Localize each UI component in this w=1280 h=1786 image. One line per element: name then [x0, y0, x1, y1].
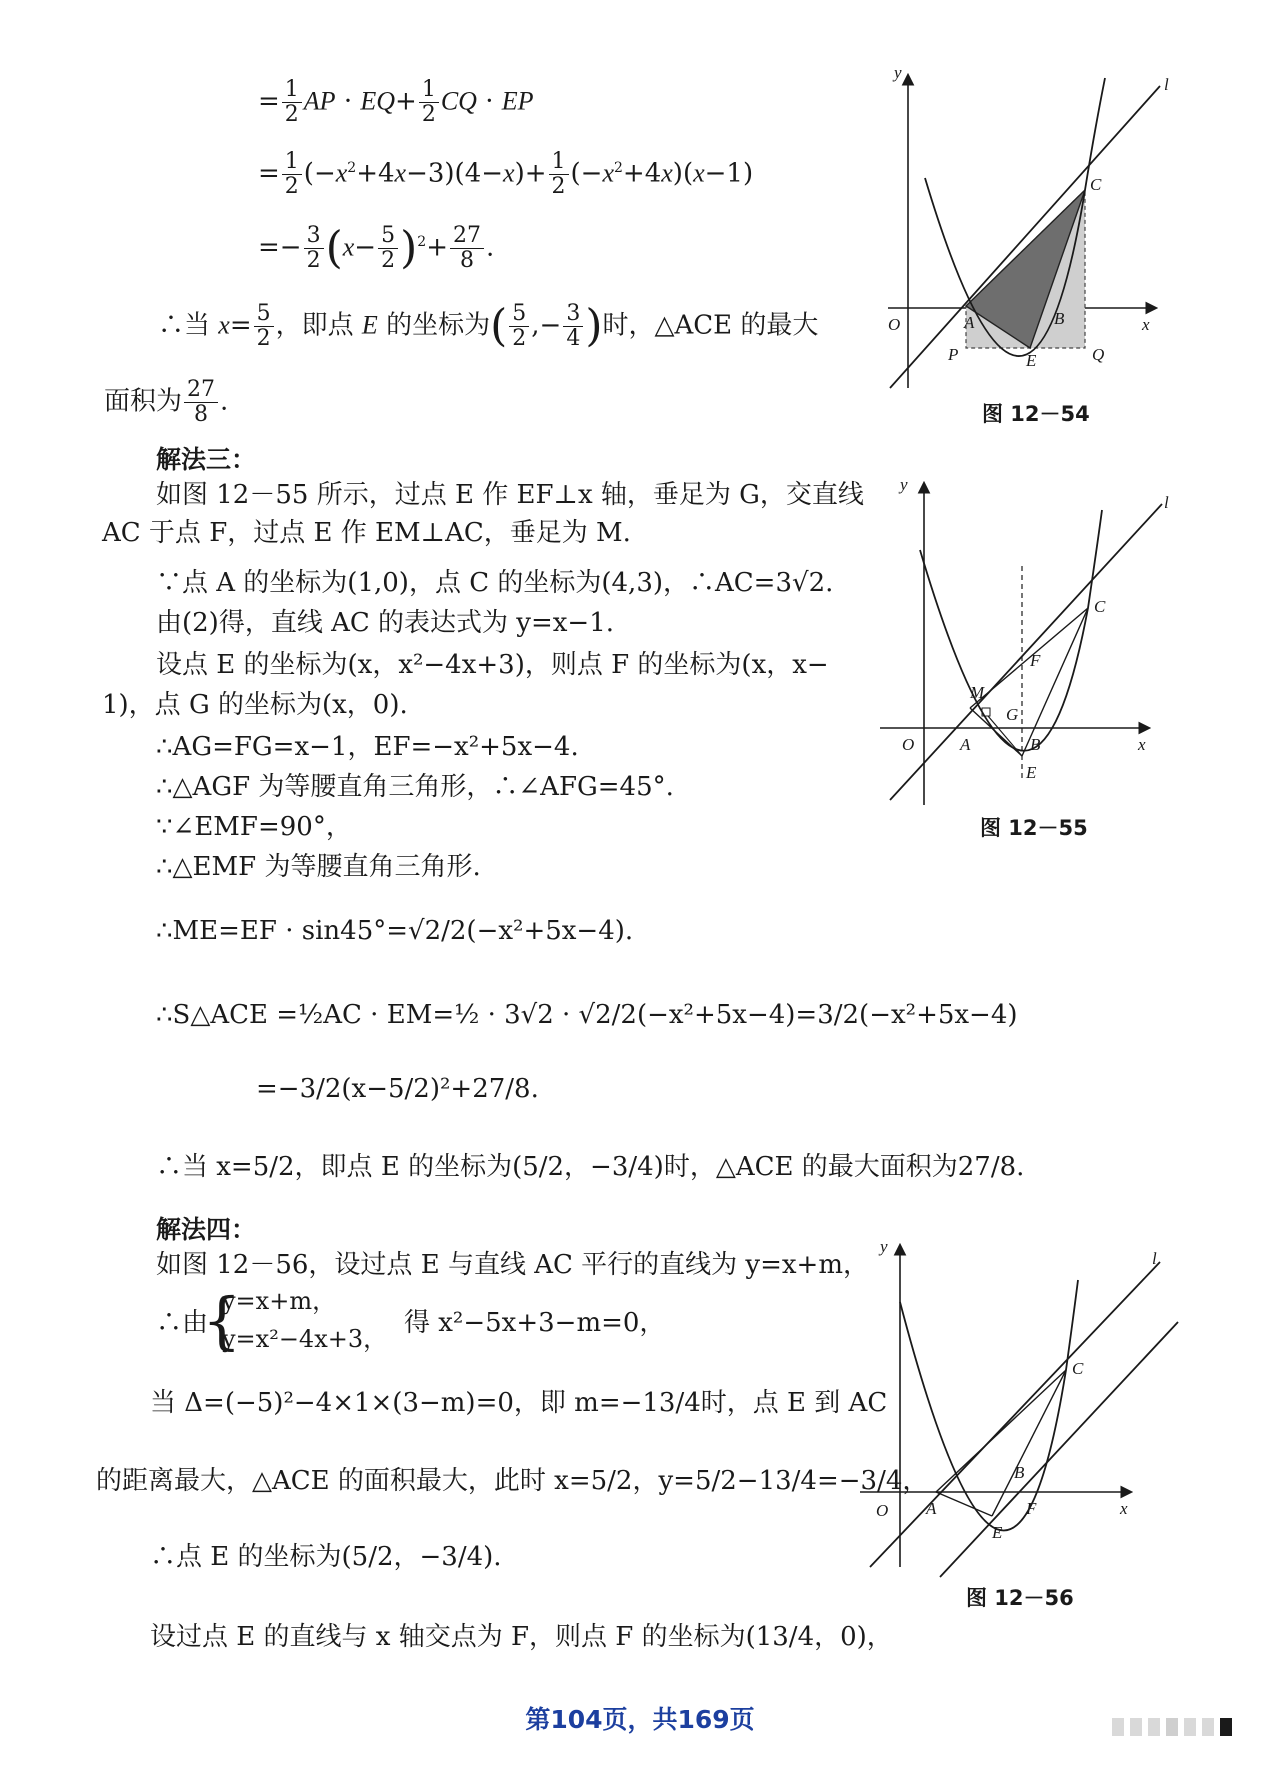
sol4-sys2: y=x²−4x+3，: [222, 1325, 388, 1353]
fig1-label-p: P: [948, 345, 959, 364]
fig3-label-f: F: [1026, 1499, 1037, 1518]
sol4-p2b: 得 x²−5x+3−m=0，: [404, 1308, 666, 1338]
fig1-label-o: O: [888, 315, 901, 334]
fig1-label-b: B: [1054, 309, 1065, 328]
sol3-p8: ∴△AGF 为等腰直角三角形，∴∠AFG=45°.: [156, 772, 674, 802]
sol3-p14: ∴当 x=5/2，即点 E 的坐标为(5/2，−3/4)时，△ACE 的最大面积为27/8.: [156, 1152, 1025, 1182]
fig2-label-b: B: [1030, 735, 1041, 754]
fig2-label-a: A: [960, 735, 971, 754]
fig2-label-m: M: [970, 683, 985, 702]
fig3-label-a: A: [926, 1499, 937, 1518]
fig2-label-y: y: [900, 480, 908, 494]
sol4-title: 解法四：: [156, 1215, 257, 1244]
sol3-p9: ∵∠EMF=90°，: [156, 812, 352, 842]
fig2-label-c: C: [1094, 597, 1106, 616]
system-brace: {: [202, 1284, 242, 1357]
sol4-sys1: y=x+m，: [222, 1287, 337, 1315]
figure-12-56: [860, 1242, 1180, 1582]
sol3-p4: 由(2)得，直线 AC 的表达式为 y=x−1.: [156, 608, 615, 638]
fig2-label-e: E: [1026, 763, 1037, 782]
sol3-p5: 设点 E 的坐标为(x，x²−4x+3)，则点 F 的坐标为(x，x−: [156, 650, 829, 680]
page-indicator: 第104页，共169页: [525, 1705, 755, 1734]
sol4-p6: 设过点 E 的直线与 x 轴交点为 F，则点 F 的坐标为(13/4，0)，: [150, 1622, 893, 1652]
fig2-caption: 图 12－55: [980, 816, 1088, 840]
fig3-caption: 图 12－56: [966, 1586, 1074, 1610]
fig3-label-b: B: [1014, 1463, 1025, 1482]
fig2-label-l: l: [1164, 493, 1169, 512]
fig2-label-o: O: [902, 735, 915, 754]
eq-line-5: 面积为 $\frac{27}{8}$ .: [104, 377, 229, 427]
figure-12-55: [880, 480, 1180, 810]
sol4-p2a: ∴由: [156, 1308, 209, 1338]
eq-line-4: ∴当 x= $\frac{5}{2}$ ，即点 E 的坐标为( $\frac{5}{2}$ ,− $\frac{3}{4}$ )时，△ACE 的最大: [158, 300, 819, 352]
sol4-p5: ∴点 E 的坐标为(5/2，−3/4).: [150, 1542, 502, 1572]
fig1-label-e: E: [1026, 351, 1037, 370]
sol3-p13: =−3/2(x−5/2)²+27/8.: [256, 1074, 539, 1104]
fig3-label-y: y: [880, 1242, 888, 1256]
fig1-label-q: Q: [1092, 345, 1105, 364]
fig1-label-y: y: [894, 68, 902, 82]
fig3-label-c: C: [1072, 1359, 1084, 1378]
sol3-p2: AC 于点 F，过点 E 作 EM⊥AC，垂足为 M.: [102, 518, 631, 548]
sol3-p3: ∵点 A 的坐标为(1,0)，点 C 的坐标为(4,3)，∴AC=3√2.: [156, 568, 834, 598]
fig3-label-o: O: [876, 1501, 889, 1520]
fig1-label-c: C: [1090, 175, 1102, 194]
fig1-caption: 图 12－54: [982, 402, 1090, 426]
fig2-label-x: x: [1138, 735, 1146, 754]
fig3-label-l: l: [1152, 1249, 1157, 1268]
fig3-label-e: E: [992, 1523, 1003, 1542]
eq-line-1: = $\frac{1}{2}$ AP · EQ+ $\frac{1}{2}$ CQ · EP: [258, 77, 534, 127]
eq-line-2: = $\frac{1}{2}$ $(-x^2+4x-3)(4-x)+$ $\frac{1}{2}$ $(-x^2+4x)(x-1)$: [258, 149, 754, 199]
sol4-p4: 的距离最大，△ACE 的面积最大，此时 x=5/2，y=5/2−13/4=−3/4，: [96, 1466, 929, 1496]
fig1-label-x: x: [1142, 315, 1150, 334]
sol4-p3: 当 Δ=(−5)²−4×1×(3−m)=0，即 m=−13/4时，点 E 到 AC: [150, 1388, 888, 1418]
sol3-title: 解法三：: [156, 445, 257, 474]
sol3-p11: ∴ME=EF · sin45°=√2/2(−x²+5x−4).: [156, 916, 634, 946]
fig2-label-f: F: [1030, 651, 1041, 670]
sol4-p1: 如图 12－56，设过点 E 与直线 AC 平行的直线为 y=x+m，: [156, 1250, 869, 1280]
eq-line-3: =− $\frac{3}{2}$ (x− $\frac{5}{2}$ )$^2$+ $\frac{27}{8}$ .: [258, 222, 495, 274]
fig1-label-a: A: [964, 313, 975, 332]
fig3-label-x: x: [1120, 1499, 1128, 1518]
fig2-label-g: G: [1006, 705, 1019, 724]
pager-bars-icon[interactable]: [1112, 1716, 1242, 1738]
sol3-p6: 1)，点 G 的坐标为(x，0).: [102, 690, 408, 720]
sol3-p1: 如图 12－55 所示，过点 E 作 EF⊥x 轴，垂足为 G，交直线: [156, 480, 864, 510]
sol3-p12: ∴S△ACE =½AC · EM=½ · 3√2 · √2/2(−x²+5x−4)=3/2(−x²+5x−4): [156, 1000, 1018, 1030]
figure-12-54: [880, 68, 1180, 398]
sol3-p7: ∴AG=FG=x−1，EF=−x²+5x−4.: [156, 732, 579, 762]
fig1-label-l: l: [1164, 75, 1169, 94]
sol3-p10: ∴△EMF 为等腰直角三角形.: [156, 852, 481, 882]
